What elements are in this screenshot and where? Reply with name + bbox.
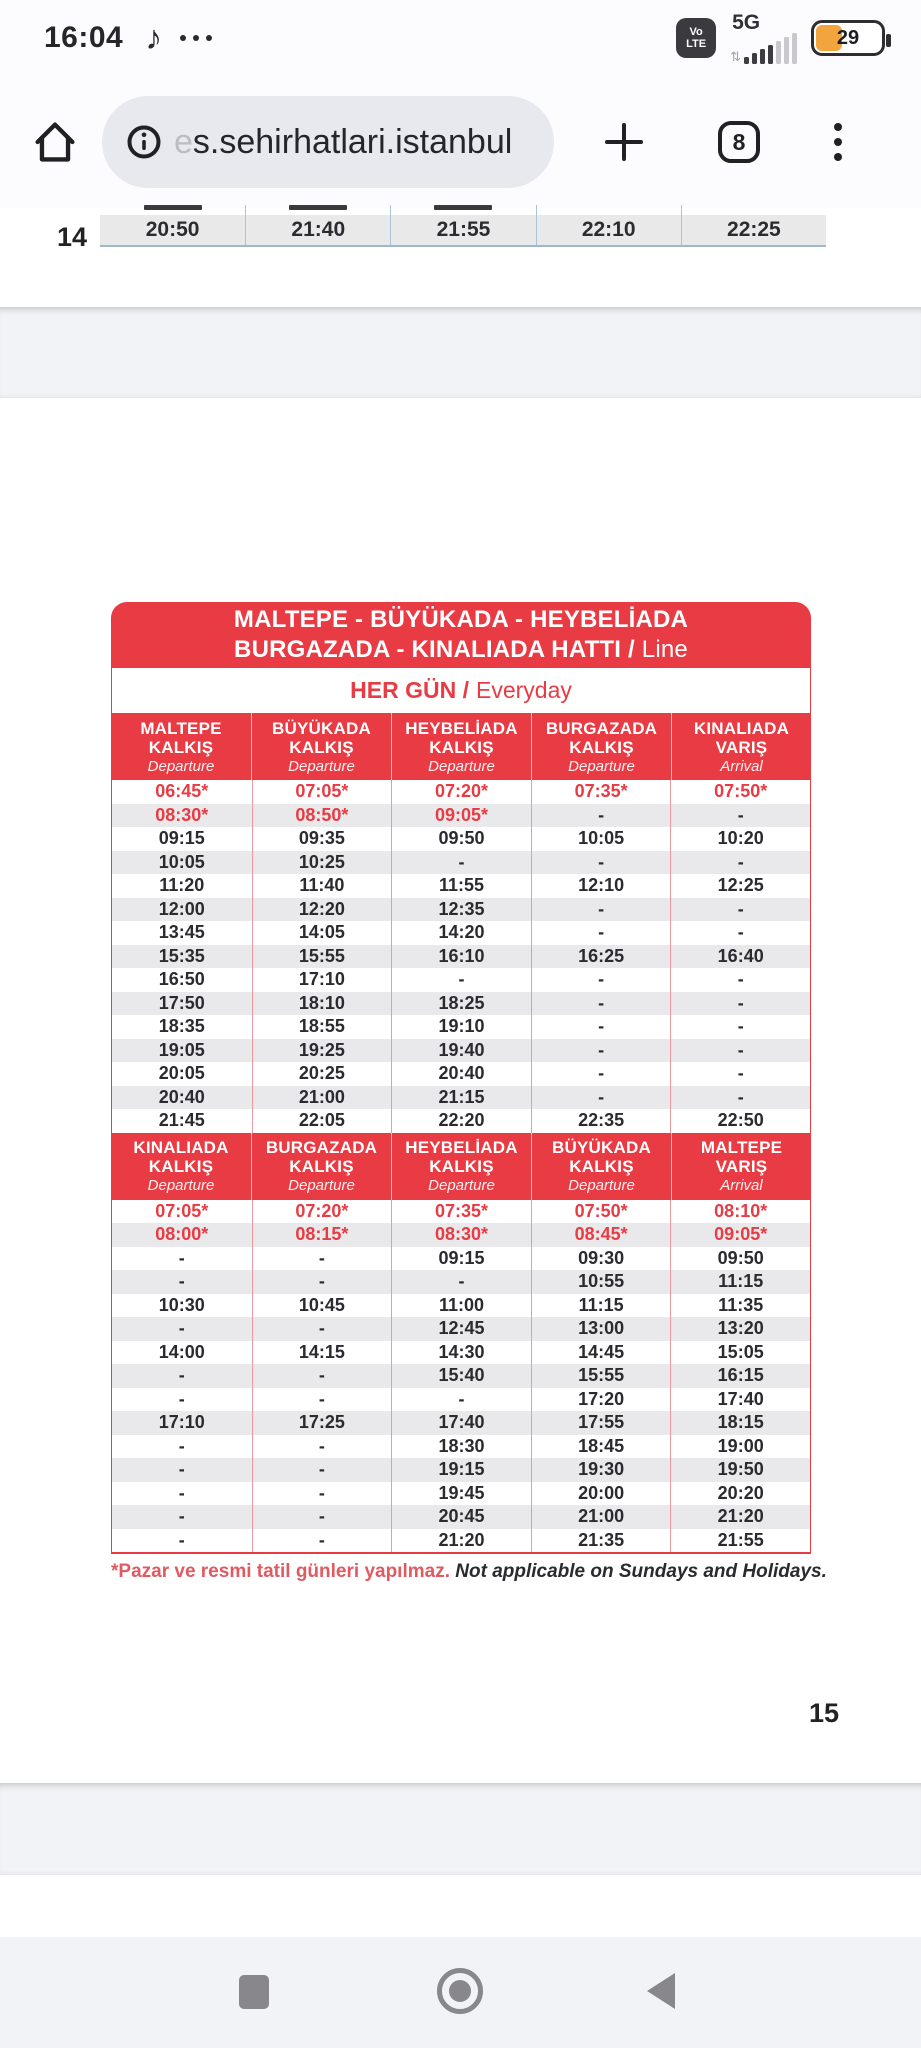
time-cell: -: [178, 1318, 185, 1339]
time-cell: -: [252, 1505, 392, 1529]
time-cell: 09:05*: [391, 804, 531, 828]
tab-count: 8: [732, 128, 746, 155]
footnote-turkish: *Pazar ve resmi tatil günleri yapılmaz.: [111, 1561, 450, 1582]
table-row: [112, 1458, 810, 1482]
table-row: [112, 898, 810, 922]
url-bar[interactable]: [102, 96, 554, 188]
time-cell: 19:40: [391, 1039, 531, 1063]
time-cell: 17:25: [252, 1411, 392, 1435]
column-header: BURGAZADA KALKIŞ Departure: [251, 1133, 391, 1200]
table-row: [112, 1364, 810, 1388]
time-cell: 22:20: [391, 1109, 531, 1133]
time-cell: 20:20: [670, 1482, 810, 1506]
table-row: [112, 1270, 810, 1294]
column-header: BÜYÜKADA KALKIŞ Departure: [531, 1133, 671, 1200]
time-cell: 20:40: [158, 1086, 205, 1107]
time-cell: 07:05*: [252, 780, 392, 804]
time-cell: 08:30*: [155, 804, 209, 825]
time-cell: 09:35: [252, 827, 392, 851]
time-cell: -: [670, 992, 810, 1016]
table-row: [112, 1505, 810, 1529]
time-cell: -: [391, 851, 531, 875]
time-cell: -: [252, 1482, 392, 1506]
time-cell: 22:25: [681, 215, 826, 245]
time-cell: 10:30: [158, 1294, 205, 1315]
time-cell: 17:20: [531, 1388, 671, 1412]
line-title-line2: BURGAZADA - KINALIADA HATTI / Line: [234, 636, 688, 663]
table-row: [100, 215, 826, 245]
line-title-banner: [111, 602, 811, 668]
time-cell: -: [531, 1086, 671, 1110]
table-row: [112, 1341, 810, 1365]
column-header: HEYBELİADA KALKIŞ Departure: [391, 1133, 531, 1200]
tab-switcher-button[interactable]: [718, 121, 760, 163]
signal-bars-icon: [744, 33, 797, 64]
time-cell: -: [252, 1458, 392, 1482]
time-cell: 07:20*: [252, 1200, 392, 1224]
time-cell: -: [178, 1529, 185, 1550]
time-cell: 07:05*: [155, 1200, 209, 1221]
time-cell: 06:45*: [155, 781, 209, 802]
time-cell: -: [391, 1270, 531, 1294]
time-cell: 21:45: [158, 1110, 205, 1131]
column-header: KINALIADA KALKIŞ Departure: [133, 1138, 229, 1194]
time-cell: 11:20: [159, 875, 205, 896]
time-cell: -: [391, 968, 531, 992]
time-cell: 09:50: [670, 1247, 810, 1271]
time-cell: 13:00: [531, 1317, 671, 1341]
volte-icon: Vo LTE: [676, 18, 716, 58]
table-row: [112, 921, 810, 945]
time-cell: 07:50*: [531, 1200, 671, 1224]
time-cell: 21:55: [390, 215, 535, 245]
time-cell: -: [670, 851, 810, 875]
time-cell: -: [670, 921, 810, 945]
time-cell: 17:50: [158, 992, 205, 1013]
time-cell: -: [670, 1039, 810, 1063]
timetable-section-outbound: [111, 713, 811, 1133]
table-row: [112, 1062, 810, 1086]
time-cell: -: [670, 1062, 810, 1086]
time-cell: 07:35*: [531, 780, 671, 804]
page-separator: [0, 1783, 921, 1875]
table-row: [112, 827, 810, 851]
time-cell: 17:10: [252, 968, 392, 992]
time-cell: 08:30*: [391, 1223, 531, 1247]
time-cell: -: [252, 1529, 392, 1553]
time-cell: -: [531, 921, 671, 945]
time-cell: 18:45: [531, 1435, 671, 1459]
time-cell: 12:25: [670, 874, 810, 898]
pdf-page-15: [0, 398, 921, 1783]
time-cell: 22:10: [536, 215, 681, 245]
page-number-14: 14: [57, 222, 88, 252]
table-row: [112, 1294, 810, 1318]
time-cell: 18:15: [670, 1411, 810, 1435]
time-cell: 18:25: [391, 992, 531, 1016]
time-cell: 20:40: [391, 1062, 531, 1086]
time-cell: 08:50*: [252, 804, 392, 828]
time-cell: 11:55: [391, 874, 531, 898]
ferry-timetable: [111, 602, 811, 1554]
time-cell: 21:20: [391, 1529, 531, 1553]
table-row: [112, 1015, 810, 1039]
time-cell: 14:30: [391, 1341, 531, 1365]
time-cell: 16:15: [670, 1364, 810, 1388]
column-header-row: [111, 713, 811, 780]
partial-timetable: [100, 205, 826, 247]
time-cell: 18:35: [158, 1016, 205, 1037]
time-cell: 08:00*: [155, 1224, 209, 1245]
time-cell: 11:15: [531, 1294, 671, 1318]
time-cell: 10:20: [670, 827, 810, 851]
time-cell: 19:30: [531, 1458, 671, 1482]
table-row: [112, 874, 810, 898]
table-row: [112, 804, 810, 828]
time-cell: -: [531, 898, 671, 922]
time-cell: -: [670, 968, 810, 992]
time-cell: 07:20*: [391, 780, 531, 804]
time-cell: 20:50: [100, 215, 245, 245]
time-cell: 22:05: [252, 1109, 392, 1133]
time-cell: 19:45: [391, 1482, 531, 1506]
next-page-edge: [0, 1875, 921, 1937]
time-cell: 18:30: [391, 1435, 531, 1459]
time-cell: 19:05: [158, 1039, 205, 1060]
more-notifications-icon: [180, 35, 212, 41]
time-cell: 14:20: [391, 921, 531, 945]
android-navigation-bar: [0, 1937, 921, 2048]
time-cell: 17:40: [391, 1411, 531, 1435]
column-header: MALTEPE KALKIŞ Departure: [140, 718, 222, 775]
network-type-label: 5G: [732, 10, 761, 34]
time-cell: 08:15*: [252, 1223, 392, 1247]
time-cell: 11:40: [252, 874, 392, 898]
battery-icon: [811, 20, 885, 56]
table-row: [112, 1317, 810, 1341]
footnote: [111, 1561, 827, 1583]
time-cell: 19:10: [391, 1015, 531, 1039]
time-cell: 10:05: [531, 827, 671, 851]
time-cell: -: [178, 1459, 185, 1480]
column-header: HEYBELİADA KALKIŞ Departure: [391, 713, 531, 780]
time-cell: 21:40: [245, 215, 390, 245]
time-cell: -: [670, 804, 810, 828]
table-row: [112, 851, 810, 875]
home-icon[interactable]: [30, 117, 80, 167]
time-cell: 15:40: [391, 1364, 531, 1388]
time-cell: 12:45: [391, 1317, 531, 1341]
time-cell: 09:30: [531, 1247, 671, 1271]
table-row: [112, 945, 810, 969]
back-button[interactable]: [647, 1973, 675, 2009]
time-cell: -: [252, 1270, 392, 1294]
table-row: [112, 992, 810, 1016]
status-bar: [0, 0, 921, 76]
time-cell: 10:05: [158, 851, 205, 872]
time-cell: -: [178, 1482, 185, 1503]
table-row: [112, 1388, 810, 1412]
time-cell: 09:05*: [670, 1223, 810, 1247]
time-cell: 21:15: [391, 1086, 531, 1110]
table-row: [112, 1247, 810, 1271]
time-cell: 11:15: [670, 1270, 810, 1294]
time-cell: 16:50: [158, 969, 205, 990]
table-row: [112, 1109, 810, 1133]
time-cell: -: [531, 992, 671, 1016]
time-cell: 11:00: [391, 1294, 531, 1318]
time-cell: 10:45: [252, 1294, 392, 1318]
table-row: [112, 1435, 810, 1459]
time-cell: -: [252, 1364, 392, 1388]
time-cell: 14:45: [531, 1341, 671, 1365]
time-cell: 22:50: [670, 1109, 810, 1133]
time-cell: 08:45*: [531, 1223, 671, 1247]
data-activity-icon: ⇅: [730, 48, 739, 64]
time-cell: 09:15: [391, 1247, 531, 1271]
time-cell: -: [178, 1435, 185, 1456]
time-cell: -: [531, 968, 671, 992]
time-cell: 21:55: [670, 1529, 810, 1553]
time-cell: -: [531, 1062, 671, 1086]
time-cell: 21:20: [670, 1505, 810, 1529]
time-cell: 13:45: [158, 922, 205, 943]
table-row: [112, 1200, 810, 1224]
time-cell: 17:40: [670, 1388, 810, 1412]
column-header: KINALIADA VARIŞ Arrival: [671, 713, 811, 780]
table-row: [112, 1529, 810, 1553]
time-cell: 16:40: [670, 945, 810, 969]
table-row: [112, 1411, 810, 1435]
tiktok-notification-icon: ♪: [145, 19, 163, 57]
clock: 16:04: [44, 21, 124, 54]
time-cell: -: [531, 851, 671, 875]
time-cell: 20:25: [252, 1062, 392, 1086]
time-cell: 07:35*: [391, 1200, 531, 1224]
time-cell: 14:00: [158, 1341, 205, 1362]
new-tab-icon[interactable]: [602, 120, 646, 164]
time-cell: -: [178, 1271, 185, 1292]
page-separator: [0, 307, 921, 398]
time-cell: -: [178, 1388, 185, 1409]
page-number-15: 15: [808, 1698, 839, 1728]
time-cell: 13:20: [670, 1317, 810, 1341]
table-row: [112, 780, 810, 804]
time-cell: 08:10*: [670, 1200, 810, 1224]
time-cell: 17:55: [531, 1411, 671, 1435]
table-row: [112, 968, 810, 992]
time-cell: -: [252, 1388, 392, 1412]
time-cell: 19:25: [252, 1039, 392, 1063]
time-cell: 12:35: [391, 898, 531, 922]
time-cell: 21:00: [252, 1086, 392, 1110]
home-button[interactable]: [437, 1968, 483, 2014]
time-cell: 10:55: [531, 1270, 671, 1294]
time-cell: 07:50*: [670, 780, 810, 804]
time-cell: 20:00: [531, 1482, 671, 1506]
table-row: [112, 1223, 810, 1247]
time-cell: 18:10: [252, 992, 392, 1016]
time-cell: -: [178, 1506, 185, 1527]
time-cell: 20:05: [158, 1063, 205, 1084]
time-cell: -: [252, 1435, 392, 1459]
time-cell: -: [670, 1015, 810, 1039]
recents-button[interactable]: [239, 1975, 269, 2009]
time-cell: 18:55: [252, 1015, 392, 1039]
time-cell: 15:55: [531, 1364, 671, 1388]
column-header: BURGAZADA KALKIŞ Departure: [531, 713, 671, 780]
time-cell: 09:50: [391, 827, 531, 851]
clipped-row: [100, 205, 826, 215]
time-cell: 12:20: [252, 898, 392, 922]
time-cell: -: [391, 1388, 531, 1412]
time-cell: 17:10: [158, 1412, 205, 1433]
browser-menu-icon[interactable]: [834, 123, 842, 161]
table-row: [112, 1086, 810, 1110]
time-cell: -: [670, 1086, 810, 1110]
browser-toolbar: [0, 76, 921, 208]
time-cell: 19:50: [670, 1458, 810, 1482]
time-cell: 19:00: [670, 1435, 810, 1459]
time-cell: 15:35: [158, 945, 205, 966]
time-cell: 16:10: [391, 945, 531, 969]
time-cell: 19:15: [391, 1458, 531, 1482]
signal-indicator: [730, 10, 797, 64]
timetable-section-return: [111, 1133, 811, 1553]
time-cell: -: [531, 1015, 671, 1039]
table-row: [112, 1482, 810, 1506]
time-cell: 12:00: [158, 898, 205, 919]
schedule-type-row: HER GÜN / Everyday: [111, 668, 811, 713]
page-info-icon[interactable]: [126, 124, 162, 160]
time-cell: 10:25: [252, 851, 392, 875]
time-cell: -: [531, 1039, 671, 1063]
battery-percent: 29: [836, 26, 860, 49]
url-text: es.sehirhatlari.istanbul: [174, 122, 513, 161]
column-header: BÜYÜKADA KALKIŞ Departure: [251, 713, 391, 780]
time-cell: 15:55: [252, 945, 392, 969]
column-header-row: [111, 1133, 811, 1200]
time-cell: 16:25: [531, 945, 671, 969]
column-header: MALTEPE VARIŞ Arrival: [671, 1133, 811, 1200]
time-cell: 15:05: [670, 1341, 810, 1365]
time-cell: -: [670, 898, 810, 922]
time-cell: -: [252, 1247, 392, 1271]
time-cell: 11:35: [670, 1294, 810, 1318]
footnote-english: Not applicable on Sundays and Holidays.: [449, 1561, 827, 1582]
time-cell: 21:00: [531, 1505, 671, 1529]
time-cell: -: [531, 804, 671, 828]
time-cell: 21:35: [531, 1529, 671, 1553]
time-cell: 20:45: [391, 1505, 531, 1529]
time-cell: 12:10: [531, 874, 671, 898]
time-cell: -: [178, 1365, 185, 1386]
time-cell: 14:15: [252, 1341, 392, 1365]
table-row: [112, 1039, 810, 1063]
pdf-page-14: [0, 208, 921, 307]
time-cell: 22:35: [531, 1109, 671, 1133]
line-title-line1: MALTEPE - BÜYÜKADA - HEYBELİADA: [233, 606, 689, 633]
time-cell: -: [252, 1317, 392, 1341]
time-cell: 14:05: [252, 921, 392, 945]
time-cell: -: [178, 1247, 185, 1268]
time-cell: 09:15: [158, 828, 205, 849]
